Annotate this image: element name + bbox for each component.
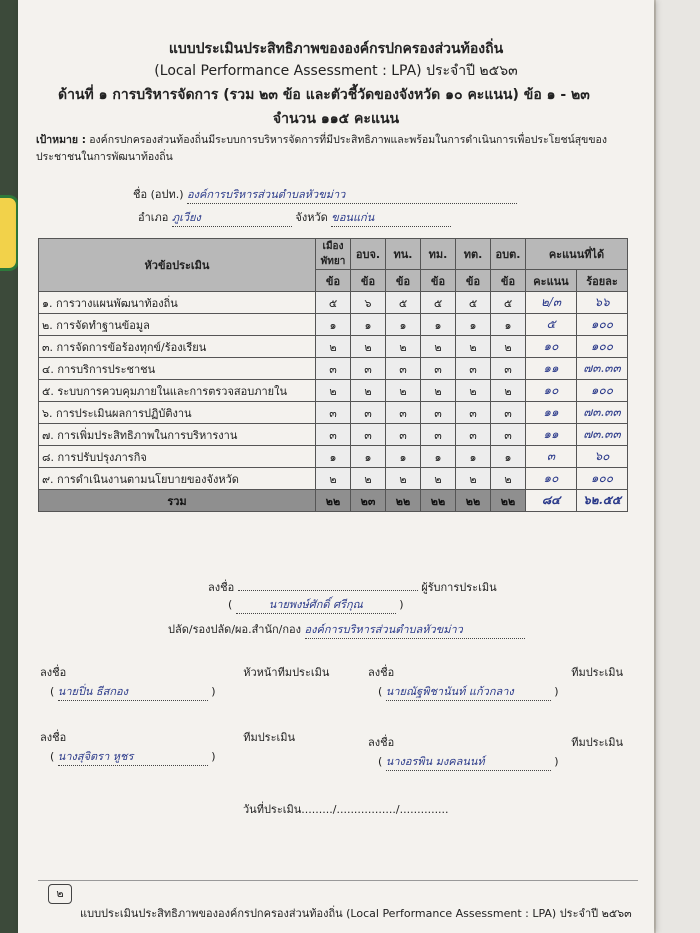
row-topic: ๑. การวางแผนพัฒนาท้องถิ่น bbox=[39, 292, 316, 314]
table-row bbox=[39, 336, 628, 358]
total-item-count: ๒๒ bbox=[316, 490, 351, 512]
row-item-count: ๒ bbox=[456, 468, 491, 490]
total-item-count: ๒๒ bbox=[421, 490, 456, 512]
row-item-count: ๑ bbox=[456, 314, 491, 336]
row-item-count: ๓ bbox=[351, 402, 386, 424]
total-label: รวม bbox=[39, 490, 316, 512]
row-item-count: ๓ bbox=[421, 402, 456, 424]
header-muang: เมืองพัทยา bbox=[316, 239, 351, 270]
row-percent: ๖๖ bbox=[577, 292, 628, 314]
table-row bbox=[39, 314, 628, 336]
row-item-count: ๓ bbox=[456, 358, 491, 380]
table-row bbox=[39, 446, 628, 468]
page-number: ๒ bbox=[48, 884, 72, 904]
row-score: ๑๐ bbox=[526, 380, 577, 402]
row-topic: ๗. การเพิ่มประสิทธิภาพในการบริหารงาน bbox=[39, 424, 316, 446]
binder-edge bbox=[0, 0, 18, 933]
footer-divider bbox=[38, 880, 638, 881]
row-item-count: ๒ bbox=[316, 380, 351, 402]
row-item-count: ๓ bbox=[316, 424, 351, 446]
team-role: ทีมประเมิน bbox=[243, 731, 296, 744]
row-item-count: ๕ bbox=[316, 292, 351, 314]
row-item-count: ๒ bbox=[491, 336, 526, 358]
row-topic: ๓. การจัดการข้อร้องทุกข์/ร้องเรียน bbox=[39, 336, 316, 358]
table-row bbox=[39, 358, 628, 380]
goal-statement bbox=[36, 132, 646, 166]
document-page bbox=[18, 0, 654, 933]
receiver-position-label: ปลัด/รองปลัด/ผอ.สำนัก/กอง bbox=[168, 623, 301, 636]
header-score-points: คะแนน bbox=[526, 270, 577, 292]
row-item-count: ๑ bbox=[421, 314, 456, 336]
row-item-count: ๒ bbox=[386, 468, 421, 490]
row-item-count: ๑ bbox=[421, 446, 456, 468]
receiver-name-row: ( นายพงษ์ศักดิ์ ศรีกุณ ) bbox=[228, 595, 404, 614]
header-col-2: ทน. bbox=[386, 239, 421, 270]
row-topic: ๕. ระบบการควบคุมภายในและการตรวจสอบภายใน bbox=[39, 380, 316, 402]
header-unit: ข้อ bbox=[351, 270, 386, 292]
row-percent: ๑๐๐ bbox=[577, 336, 628, 358]
row-percent: ๗๓.๓๓ bbox=[577, 424, 628, 446]
row-item-count: ๑ bbox=[386, 314, 421, 336]
team2-signature-row bbox=[40, 728, 295, 746]
header-unit: ข้อ bbox=[316, 270, 351, 292]
row-item-count: ๕ bbox=[456, 292, 491, 314]
province-value: ขอนแก่น bbox=[331, 208, 451, 227]
header-unit: ข้อ bbox=[456, 270, 491, 292]
sign-label: ลงชื่อ bbox=[40, 666, 67, 679]
row-item-count: ๓ bbox=[386, 402, 421, 424]
header-col-5: อบต. bbox=[491, 239, 526, 270]
table-row bbox=[39, 380, 628, 402]
row-score: ๑๑ bbox=[526, 358, 577, 380]
receiver-name: นายพงษ์ศักดิ์ ศรีกุณ bbox=[236, 595, 396, 614]
row-item-count: ๓ bbox=[316, 358, 351, 380]
header-col-4: ทต. bbox=[456, 239, 491, 270]
row-topic: ๘. การปรับปรุงภารกิจ bbox=[39, 446, 316, 468]
head-signature-row bbox=[40, 663, 329, 681]
row-item-count: ๕ bbox=[421, 292, 456, 314]
team1-name-row: ( นายณัฐพิชานันท์ แก้วกลาง ) bbox=[378, 682, 559, 701]
team3-signature-row bbox=[368, 733, 623, 751]
row-score: ๕ bbox=[526, 314, 577, 336]
org-name-value: องค์การบริหารส่วนตำบลหัวขม่าว bbox=[187, 185, 517, 204]
assessment-table bbox=[38, 238, 628, 512]
row-item-count: ๒ bbox=[421, 380, 456, 402]
row-item-count: ๓ bbox=[421, 358, 456, 380]
row-score: ๑๑ bbox=[526, 424, 577, 446]
org-name-row bbox=[133, 185, 517, 204]
row-item-count: ๕ bbox=[491, 292, 526, 314]
row-item-count: ๒ bbox=[386, 336, 421, 358]
sign-label: ลงชื่อ bbox=[208, 581, 235, 594]
row-item-count: ๓ bbox=[386, 424, 421, 446]
row-score: ๑๑ bbox=[526, 402, 577, 424]
row-percent: ๑๐๐ bbox=[577, 468, 628, 490]
table-total-row bbox=[39, 490, 628, 512]
team-role: ทีมประเมิน bbox=[571, 736, 624, 749]
assessment-date: วันที่ประเมิน........./................./.............. bbox=[243, 803, 449, 816]
row-item-count: ๓ bbox=[491, 358, 526, 380]
row-item-count: ๓ bbox=[386, 358, 421, 380]
district-value: ภูเวียง bbox=[172, 208, 292, 227]
team-role: ทีมประเมิน bbox=[571, 666, 624, 679]
row-item-count: ๒ bbox=[316, 468, 351, 490]
team2-name: นางสุจิตรา หูชร bbox=[58, 747, 208, 766]
sign-label: ลงชื่อ bbox=[368, 666, 395, 679]
row-item-count: ๑ bbox=[316, 446, 351, 468]
total-percent: ๖๒.๕๕ bbox=[577, 490, 628, 512]
row-item-count: ๒ bbox=[421, 336, 456, 358]
org-name-label: ชื่อ (อปท.) bbox=[133, 188, 184, 201]
table-body bbox=[39, 292, 628, 512]
row-item-count: ๓ bbox=[456, 424, 491, 446]
row-item-count: ๓ bbox=[351, 424, 386, 446]
row-topic: ๖. การประเมินผลการปฏิบัติงาน bbox=[39, 402, 316, 424]
row-item-count: ๓ bbox=[421, 424, 456, 446]
table-row bbox=[39, 424, 628, 446]
row-item-count: ๑ bbox=[351, 446, 386, 468]
header-unit: ข้อ bbox=[386, 270, 421, 292]
total-score: ๘๔ bbox=[526, 490, 577, 512]
row-item-count: ๓ bbox=[456, 402, 491, 424]
table-row bbox=[39, 402, 628, 424]
row-percent: ๖๐ bbox=[577, 446, 628, 468]
header-col-3: ทม. bbox=[421, 239, 456, 270]
table-row bbox=[39, 468, 628, 490]
receiver-position-row bbox=[168, 620, 525, 639]
row-topic: ๙. การดำเนินงานตามนโยบายของจังหวัด bbox=[39, 468, 316, 490]
head-name-row: ( นายปิ่น ธีสกอง ) bbox=[50, 682, 216, 701]
row-item-count: ๒ bbox=[456, 336, 491, 358]
sticker-decoration bbox=[0, 195, 19, 271]
row-item-count: ๑ bbox=[456, 446, 491, 468]
row-item-count: ๓ bbox=[351, 358, 386, 380]
row-item-count: ๒ bbox=[386, 380, 421, 402]
doc-score-total: จำนวน ๑๑๕ คะแนน bbox=[272, 111, 400, 127]
row-score: ๑๐ bbox=[526, 336, 577, 358]
district-label: อำเภอ bbox=[138, 211, 169, 224]
sign-label: ลงชื่อ bbox=[368, 736, 395, 749]
row-percent: ๗๓.๓๓ bbox=[577, 402, 628, 424]
receiver-signature-line bbox=[238, 590, 418, 591]
team1-signature-row bbox=[368, 663, 623, 681]
row-item-count: ๑ bbox=[491, 314, 526, 336]
row-topic: ๔. การบริการประชาชน bbox=[39, 358, 316, 380]
header-unit: ข้อ bbox=[421, 270, 456, 292]
header-score: คะแนนที่ได้ bbox=[526, 239, 628, 270]
row-item-count: ๒ bbox=[491, 468, 526, 490]
total-item-count: ๒๒ bbox=[456, 490, 491, 512]
row-percent: ๑๐๐ bbox=[577, 380, 628, 402]
header-score-percent: ร้อยละ bbox=[577, 270, 628, 292]
team2-name-row: ( นางสุจิตรา หูชร ) bbox=[50, 747, 216, 766]
row-item-count: ๓ bbox=[491, 402, 526, 424]
row-score: ๒/๓ bbox=[526, 292, 577, 314]
total-item-count: ๒๓ bbox=[351, 490, 386, 512]
goal-label: เป้าหมาย : bbox=[36, 134, 86, 146]
next-page-edge bbox=[656, 0, 700, 933]
header-topic: หัวข้อประเมิน bbox=[39, 239, 316, 292]
doc-section-title: ด้านที่ ๑ การบริหารจัดการ (รวม ๒๓ ข้อ และตัวชี้วัดของจังหวัด ๑๐ คะแนน) ข้อ ๑ - ๒๓ bbox=[58, 87, 590, 103]
row-topic: ๒. การจัดทำฐานข้อมูล bbox=[39, 314, 316, 336]
row-score: ๓ bbox=[526, 446, 577, 468]
team3-name-row: ( นางอรพิน มงคลนนท์ ) bbox=[378, 752, 559, 771]
row-score: ๑๐ bbox=[526, 468, 577, 490]
row-item-count: ๖ bbox=[351, 292, 386, 314]
row-item-count: ๒ bbox=[351, 336, 386, 358]
goal-text: องค์กรปกครองส่วนท้องถิ่นมีระบบการบริหารจัดการที่มีประสิทธิภาพและพร้อมในการดำเนินการเพื่อประโยชน์สุขของประชาชนในการพัฒนาท้องถิ่น bbox=[36, 134, 607, 163]
row-item-count: ๑ bbox=[351, 314, 386, 336]
footer-text: แบบประเมินประสิทธิภาพขององค์กรปกครองส่วนท้องถิ่น (Local Performance Assessment : LPA) ประจำปี ๒๕๖๓ bbox=[80, 907, 632, 920]
row-item-count: ๒ bbox=[421, 468, 456, 490]
row-item-count: ๒ bbox=[351, 468, 386, 490]
team1-name: นายณัฐพิชานันท์ แก้วกลาง bbox=[386, 682, 551, 701]
head-name: นายปิ่น ธีสกอง bbox=[58, 682, 208, 701]
total-item-count: ๒๒ bbox=[491, 490, 526, 512]
row-item-count: ๓ bbox=[316, 402, 351, 424]
province-label: จังหวัด bbox=[295, 211, 328, 224]
team3-name: นางอรพิน มงคลนนท์ bbox=[386, 752, 551, 771]
receiver-position-value: องค์การบริหารส่วนตำบลหัวขม่าว bbox=[305, 620, 525, 639]
row-item-count: ๑ bbox=[316, 314, 351, 336]
header-col-1: อบจ. bbox=[351, 239, 386, 270]
doc-subtitle: (Local Performance Assessment : LPA) ประจำปี ๒๕๖๓ bbox=[154, 63, 518, 79]
row-item-count: ๒ bbox=[456, 380, 491, 402]
head-role: หัวหน้าทีมประเมิน bbox=[243, 666, 330, 679]
org-location-row bbox=[138, 208, 451, 227]
table-row bbox=[39, 292, 628, 314]
total-item-count: ๒๒ bbox=[386, 490, 421, 512]
header-unit: ข้อ bbox=[491, 270, 526, 292]
receiver-role: ผู้รับการประเมิน bbox=[421, 581, 497, 594]
row-item-count: ๑ bbox=[491, 446, 526, 468]
doc-title: แบบประเมินประสิทธิภาพขององค์กรปกครองส่วนท้องถิ่น bbox=[168, 41, 504, 57]
receiver-signature-row bbox=[208, 578, 497, 596]
row-item-count: ๒ bbox=[316, 336, 351, 358]
row-item-count: ๒ bbox=[491, 380, 526, 402]
row-percent: ๑๐๐ bbox=[577, 314, 628, 336]
sign-label: ลงชื่อ bbox=[40, 731, 67, 744]
row-item-count: ๓ bbox=[491, 424, 526, 446]
row-percent: ๗๓.๓๓ bbox=[577, 358, 628, 380]
row-item-count: ๑ bbox=[386, 446, 421, 468]
row-item-count: ๕ bbox=[386, 292, 421, 314]
row-item-count: ๒ bbox=[351, 380, 386, 402]
